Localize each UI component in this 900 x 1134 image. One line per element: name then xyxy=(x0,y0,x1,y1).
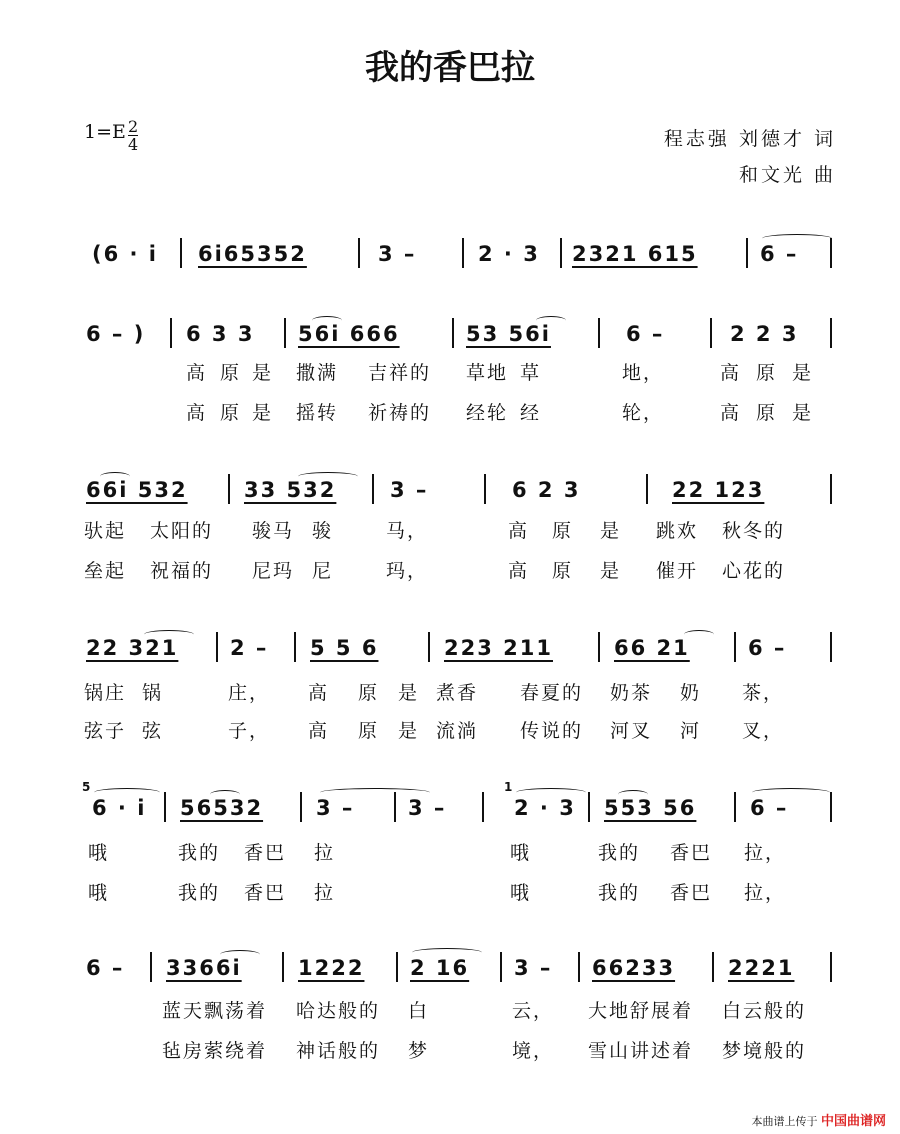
measure-6: 66233 xyxy=(592,956,676,980)
song-title: 我的香巴拉 xyxy=(365,48,535,88)
lyric-syllable: 我的 xyxy=(178,882,221,904)
measure-3: 5 5 6 xyxy=(310,636,379,660)
tie-mark xyxy=(412,948,482,957)
measure-2: 3366i xyxy=(166,956,242,980)
lyric-syllable: 高 xyxy=(720,402,742,424)
lyric-syllable: 祈祷的 xyxy=(368,402,432,424)
lyric-syllable: 我的 xyxy=(598,882,641,904)
time-signature xyxy=(128,118,138,153)
lyric-syllable: 弦子 xyxy=(84,720,127,742)
lyric-syllable: 梦 xyxy=(408,1040,430,1062)
lyric-syllable: 香巴 xyxy=(244,842,287,864)
measure-4: 3 – xyxy=(408,796,447,820)
barline xyxy=(372,474,374,504)
lyrics-verse-2 xyxy=(0,556,900,586)
measure-7: 6 – xyxy=(750,796,789,820)
lyric-syllable: 河 xyxy=(680,720,702,742)
footer-prefix: 本曲谱上传于 xyxy=(751,1115,818,1128)
music-system-5 xyxy=(0,780,900,836)
lyric-syllable: 拉， xyxy=(744,842,787,864)
lyric-syllable: 梦境般的 xyxy=(722,1040,807,1062)
measure-7: 2221 xyxy=(728,956,795,980)
barline xyxy=(150,952,152,982)
lyric-syllable: 原 xyxy=(552,520,574,542)
lyric-syllable: 撒满 xyxy=(296,362,339,384)
lyric-syllable: 草地 xyxy=(466,362,509,384)
lyric-syllable: 跳欢 xyxy=(656,520,699,542)
lyrics-verse-1 xyxy=(0,516,900,546)
barline xyxy=(282,952,284,982)
music-system-6 xyxy=(0,956,900,996)
measure-6: 553 56 xyxy=(604,796,697,820)
music-system-4 xyxy=(0,636,900,676)
lyric-syllable: 是 xyxy=(252,362,274,384)
lyric-syllable: 煮香 xyxy=(436,682,479,704)
lyric-syllable: 叉， xyxy=(742,720,785,742)
lyric-syllable: 是 xyxy=(252,402,274,424)
tie-mark xyxy=(298,472,358,481)
composer-credit: 和文光 曲 xyxy=(738,164,836,186)
lyric-syllable: 尼 xyxy=(312,560,334,582)
measure-5: 3 – xyxy=(514,956,553,980)
lyric-syllable: 吉祥的 xyxy=(368,362,432,384)
lyric-syllable: 哦 xyxy=(88,882,110,904)
barline xyxy=(228,474,230,504)
tie-mark xyxy=(94,788,160,797)
measure-3: 3 – xyxy=(390,478,429,502)
barline xyxy=(830,952,832,982)
lyric-syllable: 传说的 xyxy=(520,720,584,742)
barline xyxy=(712,952,714,982)
lyric-syllable: 白云般的 xyxy=(722,1000,807,1022)
lyric-syllable: 是 xyxy=(398,720,420,742)
lyric-syllable: 哈达般的 xyxy=(296,1000,381,1022)
music-system-1 xyxy=(0,242,900,282)
tie-mark xyxy=(210,790,240,799)
measure-5: 66 21 xyxy=(614,636,690,660)
site-logo[interactable]: 中国曲谱网 xyxy=(820,1114,886,1129)
tie-mark xyxy=(618,790,648,799)
lyric-syllable: 春夏的 xyxy=(520,682,584,704)
lyric-syllable: 哦 xyxy=(88,842,110,864)
measure-1: (6 · i xyxy=(92,242,159,266)
lyrics-verse-2 xyxy=(0,878,900,908)
lyric-syllable: 神话般的 xyxy=(296,1040,381,1062)
lyric-syllable: 原 xyxy=(358,720,380,742)
barline xyxy=(710,318,712,348)
lyric-syllable: 原 xyxy=(756,402,778,424)
lyric-syllable: 经 xyxy=(520,402,542,424)
barline xyxy=(734,792,736,822)
lyric-syllable: 高 xyxy=(508,520,530,542)
lyrics-verse-1 xyxy=(0,358,900,388)
lyric-syllable: 雪山讲述着 xyxy=(588,1040,694,1062)
lyric-syllable: 河叉 xyxy=(610,720,653,742)
lyric-syllable: 原 xyxy=(552,560,574,582)
barline xyxy=(484,474,486,504)
lyric-syllable: 哦 xyxy=(510,882,532,904)
lyric-syllable: 原 xyxy=(220,362,242,384)
lyric-syllable: 流淌 xyxy=(436,720,479,742)
barline xyxy=(216,632,218,662)
measure-1: 22 321 xyxy=(86,636,179,660)
grace-note: 5 xyxy=(82,780,91,794)
tie-mark xyxy=(752,788,830,797)
measure-5: 2 · 3 xyxy=(514,796,576,820)
tie-mark xyxy=(144,630,194,639)
lyric-syllable: 奶 xyxy=(680,682,702,704)
lyric-syllable: 高 xyxy=(186,362,208,384)
barline xyxy=(646,474,648,504)
lyric-syllable: 尼玛 xyxy=(252,560,295,582)
lyric-syllable: 我的 xyxy=(598,842,641,864)
tie-mark xyxy=(220,950,260,959)
lyric-syllable: 垒起 xyxy=(84,560,127,582)
lyric-syllable: 是 xyxy=(600,520,622,542)
lyrics-verse-1 xyxy=(0,838,900,868)
lyric-syllable: 是 xyxy=(398,682,420,704)
barline xyxy=(830,474,832,504)
barline xyxy=(462,238,464,268)
lyric-syllable: 经轮 xyxy=(466,402,509,424)
lyric-syllable: 锅 xyxy=(142,682,164,704)
barline xyxy=(164,792,166,822)
lyric-syllable: 太阳的 xyxy=(150,520,214,542)
lyric-syllable: 香巴 xyxy=(244,882,287,904)
lyric-syllable: 草 xyxy=(520,362,542,384)
lyric-syllable: 香巴 xyxy=(670,842,713,864)
tie-mark xyxy=(684,630,714,639)
barline xyxy=(598,632,600,662)
barline xyxy=(170,318,172,348)
barline xyxy=(734,632,736,662)
tie-mark xyxy=(536,316,566,325)
lyric-syllable: 拉 xyxy=(314,842,336,864)
measure-4: 53 56i xyxy=(466,322,551,346)
lyric-syllable: 马， xyxy=(386,520,429,542)
tie-mark xyxy=(320,788,430,797)
lyric-syllable: 心花的 xyxy=(722,560,786,582)
music-system-2 xyxy=(0,322,900,362)
lyric-syllable: 香巴 xyxy=(670,882,713,904)
lyric-syllable: 地， xyxy=(622,362,665,384)
lyric-syllable: 庄， xyxy=(228,682,271,704)
tie-mark xyxy=(762,234,832,243)
barline xyxy=(500,952,502,982)
lyric-syllable: 大地舒展着 xyxy=(588,1000,694,1022)
barline xyxy=(830,792,832,822)
lyric-syllable: 云， xyxy=(512,1000,555,1022)
barline xyxy=(358,238,360,268)
measure-1: 6 – ) xyxy=(86,322,146,346)
lyric-syllable: 高 xyxy=(308,720,330,742)
lyric-syllable: 茶， xyxy=(742,682,785,704)
lyric-syllable: 高 xyxy=(186,402,208,424)
lyric-syllable: 原 xyxy=(358,682,380,704)
barline xyxy=(180,238,182,268)
lyrics-verse-1 xyxy=(0,996,900,1026)
lyric-syllable: 骏马 xyxy=(252,520,295,542)
lyrics-verse-2 xyxy=(0,1036,900,1066)
barline xyxy=(560,238,562,268)
measure-5: 6 – xyxy=(626,322,665,346)
measure-3: 1222 xyxy=(298,956,365,980)
lyric-syllable: 境， xyxy=(512,1040,555,1062)
lyric-syllable: 是 xyxy=(600,560,622,582)
measure-5: 22 123 xyxy=(672,478,765,502)
lyric-syllable: 高 xyxy=(720,362,742,384)
lyric-syllable: 玛， xyxy=(386,560,429,582)
measure-4: 2 · 3 xyxy=(478,242,540,266)
time-signature-top: 2 xyxy=(128,117,139,136)
music-system-3 xyxy=(0,478,900,518)
measure-2: 56532 xyxy=(180,796,264,820)
footer-credit[interactable] xyxy=(751,1110,886,1129)
measure-6: 6 – xyxy=(748,636,787,660)
barline xyxy=(588,792,590,822)
measure-3: 3 – xyxy=(316,796,355,820)
barline xyxy=(482,792,484,822)
lyrics-verse-2 xyxy=(0,716,900,746)
lyric-syllable: 毡房萦绕着 xyxy=(162,1040,268,1062)
lyric-syllable: 原 xyxy=(220,402,242,424)
lyric-syllable: 祝福的 xyxy=(150,560,214,582)
lyric-syllable: 高 xyxy=(508,560,530,582)
measure-2: 33 532 xyxy=(244,478,337,502)
lyric-syllable: 哦 xyxy=(510,842,532,864)
lyric-syllable: 锅庄 xyxy=(84,682,127,704)
lyric-syllable: 奶茶 xyxy=(610,682,653,704)
lyric-syllable: 弦 xyxy=(142,720,164,742)
barline xyxy=(830,318,832,348)
measure-4: 2 16 xyxy=(410,956,470,980)
measure-4: 6 2 3 xyxy=(512,478,581,502)
lyric-syllable: 原 xyxy=(756,362,778,384)
measure-1: 6 · i xyxy=(92,796,147,820)
lyric-syllable: 秋冬的 xyxy=(722,520,786,542)
lyric-syllable: 拉， xyxy=(744,882,787,904)
barline xyxy=(452,318,454,348)
barline xyxy=(294,632,296,662)
measure-2: 6 3 3 xyxy=(186,322,255,346)
measure-3: 56i 666 xyxy=(298,322,400,346)
lyric-syllable: 驮起 xyxy=(84,520,127,542)
measure-1: 66i 532 xyxy=(86,478,188,502)
lyric-syllable: 蓝天飘荡着 xyxy=(162,1000,268,1022)
barline xyxy=(284,318,286,348)
measure-2: 2 – xyxy=(230,636,269,660)
lyric-syllable: 是 xyxy=(792,402,814,424)
barline xyxy=(746,238,748,268)
lyric-syllable: 高 xyxy=(308,682,330,704)
measure-3: 3 – xyxy=(378,242,417,266)
barline xyxy=(396,952,398,982)
lyric-syllable: 是 xyxy=(792,362,814,384)
tie-mark xyxy=(312,316,342,325)
lyrics-verse-2 xyxy=(0,398,900,428)
measure-6: 2 2 3 xyxy=(730,322,799,346)
barline xyxy=(300,792,302,822)
lyric-syllable: 摇转 xyxy=(296,402,339,424)
barline xyxy=(578,952,580,982)
barline xyxy=(428,632,430,662)
measure-5: 2321 615 xyxy=(572,242,698,266)
lyricist-credit: 程志强 刘德才 词 xyxy=(663,128,836,150)
tie-mark xyxy=(516,788,586,797)
lyric-syllable: 子， xyxy=(228,720,271,742)
measure-2: 6i65352 xyxy=(198,242,307,266)
lyric-syllable: 催开 xyxy=(656,560,699,582)
lyrics-verse-1 xyxy=(0,678,900,708)
measure-1: 6 – xyxy=(86,956,125,980)
lyric-syllable: 白 xyxy=(408,1000,430,1022)
time-signature-bottom: 4 xyxy=(128,135,139,154)
lyric-syllable: 我的 xyxy=(178,842,221,864)
grace-note: 1 xyxy=(504,780,513,794)
lyric-syllable: 骏 xyxy=(312,520,334,542)
measure-4: 223 211 xyxy=(444,636,553,660)
key-signature: 1=E xyxy=(84,121,126,143)
lyric-syllable: 拉 xyxy=(314,882,336,904)
tie-mark xyxy=(100,472,130,481)
lyric-syllable: 轮， xyxy=(622,402,665,424)
barline xyxy=(830,632,832,662)
barline xyxy=(598,318,600,348)
measure-6: 6 – xyxy=(760,242,799,266)
